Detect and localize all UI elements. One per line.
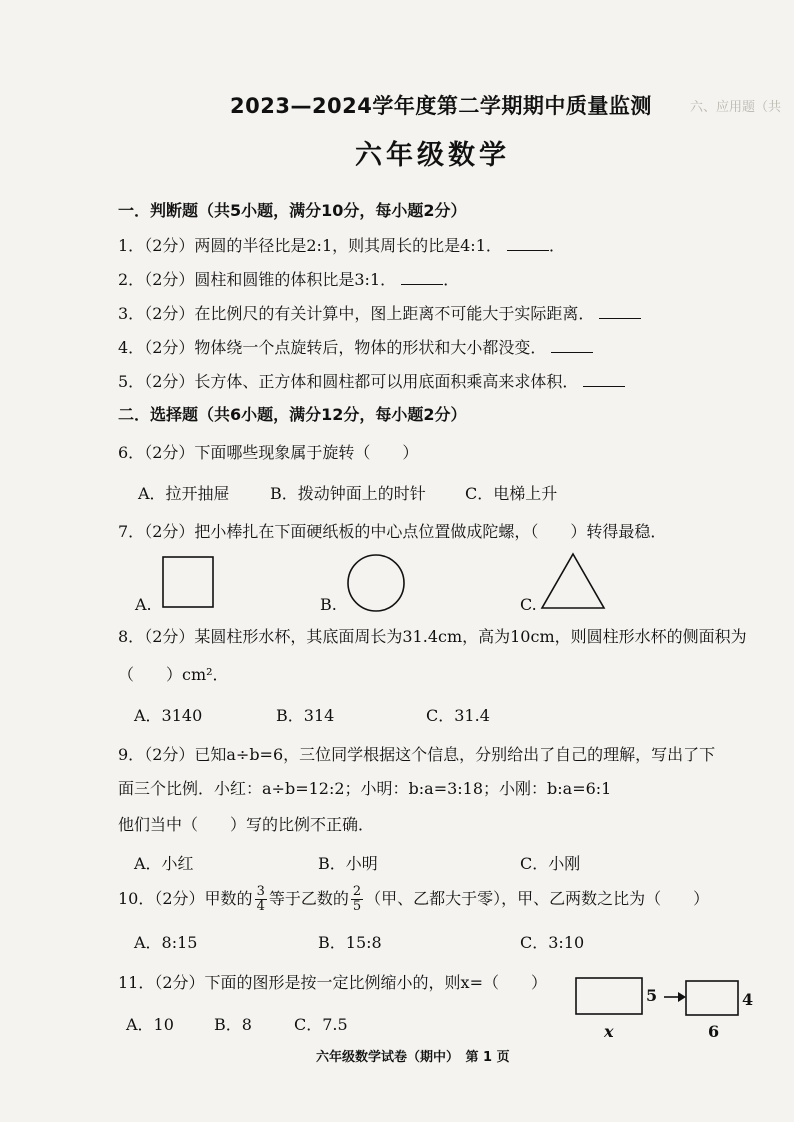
question-7: 7．（2分）把小棒扎在下面硬纸板的中心点位置做成陀螺，（ ）转得最稳． [118, 522, 667, 541]
q11-option-a[interactable]: A．10 [126, 1015, 174, 1034]
question-10: 10．（2分）甲数的 $\frac{3}{4}$ 等于乙数的 $\frac{2}{5}$ （甲、乙都大于零），甲、乙两数之比为（ ） [118, 884, 710, 914]
question-8-line2: （ ）cm²． [118, 665, 229, 684]
fraction-2-5: $\frac{2}{5}$ [352, 884, 362, 914]
q6-option-a[interactable]: A．拉开抽屉 [138, 484, 230, 503]
answer-blank[interactable] [507, 236, 549, 251]
answer-blank[interactable] [599, 304, 641, 319]
question-3: 3．（2分）在比例尺的有关计算中，图上距离不可能大于实际距离． [118, 301, 641, 324]
question-5: 5．（2分）长方体、正方体和圆柱都可以用底面积乘高来求体积． [118, 369, 625, 392]
question-11: 11．（2分）下面的图形是按一定比例缩小的，则x=（ ） [118, 973, 547, 992]
q8-option-c[interactable]: C．31.4 [426, 706, 490, 725]
section2-heading: 二．选择题（共6小题，满分12分，每小题2分） [118, 405, 467, 424]
q9-option-b[interactable]: B．小明 [318, 854, 378, 873]
q7-option-c-label[interactable]: C. [520, 595, 537, 614]
square-shape [162, 556, 214, 608]
bleed-through-mark: 六、应用题（共 [690, 100, 782, 115]
small-rect-bottom-label: 6 [708, 1022, 720, 1041]
question-6: 6．（2分）下面哪些现象属于旋转（ ） [118, 443, 419, 462]
q11-option-b[interactable]: B．8 [214, 1015, 252, 1034]
answer-blank[interactable] [583, 372, 625, 387]
big-rectangle [576, 978, 642, 1014]
q10-option-b[interactable]: B．15:8 [318, 933, 382, 952]
question-9-line3: 他们当中（ ）写的比例不正确． [118, 815, 375, 834]
q10-option-a[interactable]: A．8:15 [134, 933, 198, 952]
q7-option-a-label[interactable]: A. [135, 595, 152, 614]
small-rectangle [686, 981, 738, 1015]
question-4: 4．（2分）物体绕一个点旋转后，物体的形状和大小都没变． [118, 335, 593, 358]
question-9-line2: 面三个比例．小红：a÷b=12:2；小明：b:a=3:18；小刚：b:a=6:1 [118, 779, 612, 798]
question-1: 1．（2分）两圆的半径比是2:1，则其周长的比是4:1． ． [118, 236, 565, 255]
question-2: 2．（2分）圆柱和圆锥的体积比是3:1． ． [118, 270, 460, 289]
exam-title: 2023—2024学年度第二学期期中质量监测 [230, 94, 652, 118]
q6-option-c[interactable]: C．电梯上升 [465, 484, 558, 503]
answer-blank[interactable] [551, 338, 593, 353]
q9-option-a[interactable]: A．小红 [134, 854, 194, 873]
scaled-rectangles-figure [572, 975, 757, 1045]
big-rect-side-label: 5 [646, 986, 658, 1005]
q7-option-b-label[interactable]: B. [320, 595, 337, 614]
question-8: 8．（2分）某圆柱形水杯，其底面周长为31.4cm，高为10cm，则圆柱形水杯的侧面积为 [118, 627, 747, 646]
q8-option-b[interactable]: B．314 [276, 706, 335, 725]
answer-blank[interactable] [401, 270, 443, 285]
question-9: 9．（2分）已知a÷b=6，三位同学根据这个信息，分别给出了自己的理解，写出了下 [118, 745, 716, 764]
q6-option-b[interactable]: B．拨动钟面上的时针 [270, 484, 426, 503]
big-rect-bottom-label: x [604, 1022, 614, 1041]
section1-heading: 一．判断题（共5小题，满分10分，每小题2分） [118, 201, 467, 220]
q9-option-c[interactable]: C．小刚 [520, 854, 581, 873]
triangle-shape [540, 552, 606, 610]
q8-option-a[interactable]: A．3140 [134, 706, 203, 725]
page-footer: 六年级数学试卷（期中） 第 1 页 [316, 1050, 510, 1065]
q10-option-c[interactable]: C．3:10 [520, 933, 585, 952]
small-rect-side-label: 4 [742, 990, 754, 1009]
circle-shape [346, 553, 406, 613]
fraction-3-4: $\frac{3}{4}$ [256, 884, 265, 914]
q11-option-c[interactable]: C．7.5 [294, 1015, 348, 1034]
exam-subject: 六年级数学 [355, 140, 510, 171]
arrow-icon [678, 992, 686, 1002]
